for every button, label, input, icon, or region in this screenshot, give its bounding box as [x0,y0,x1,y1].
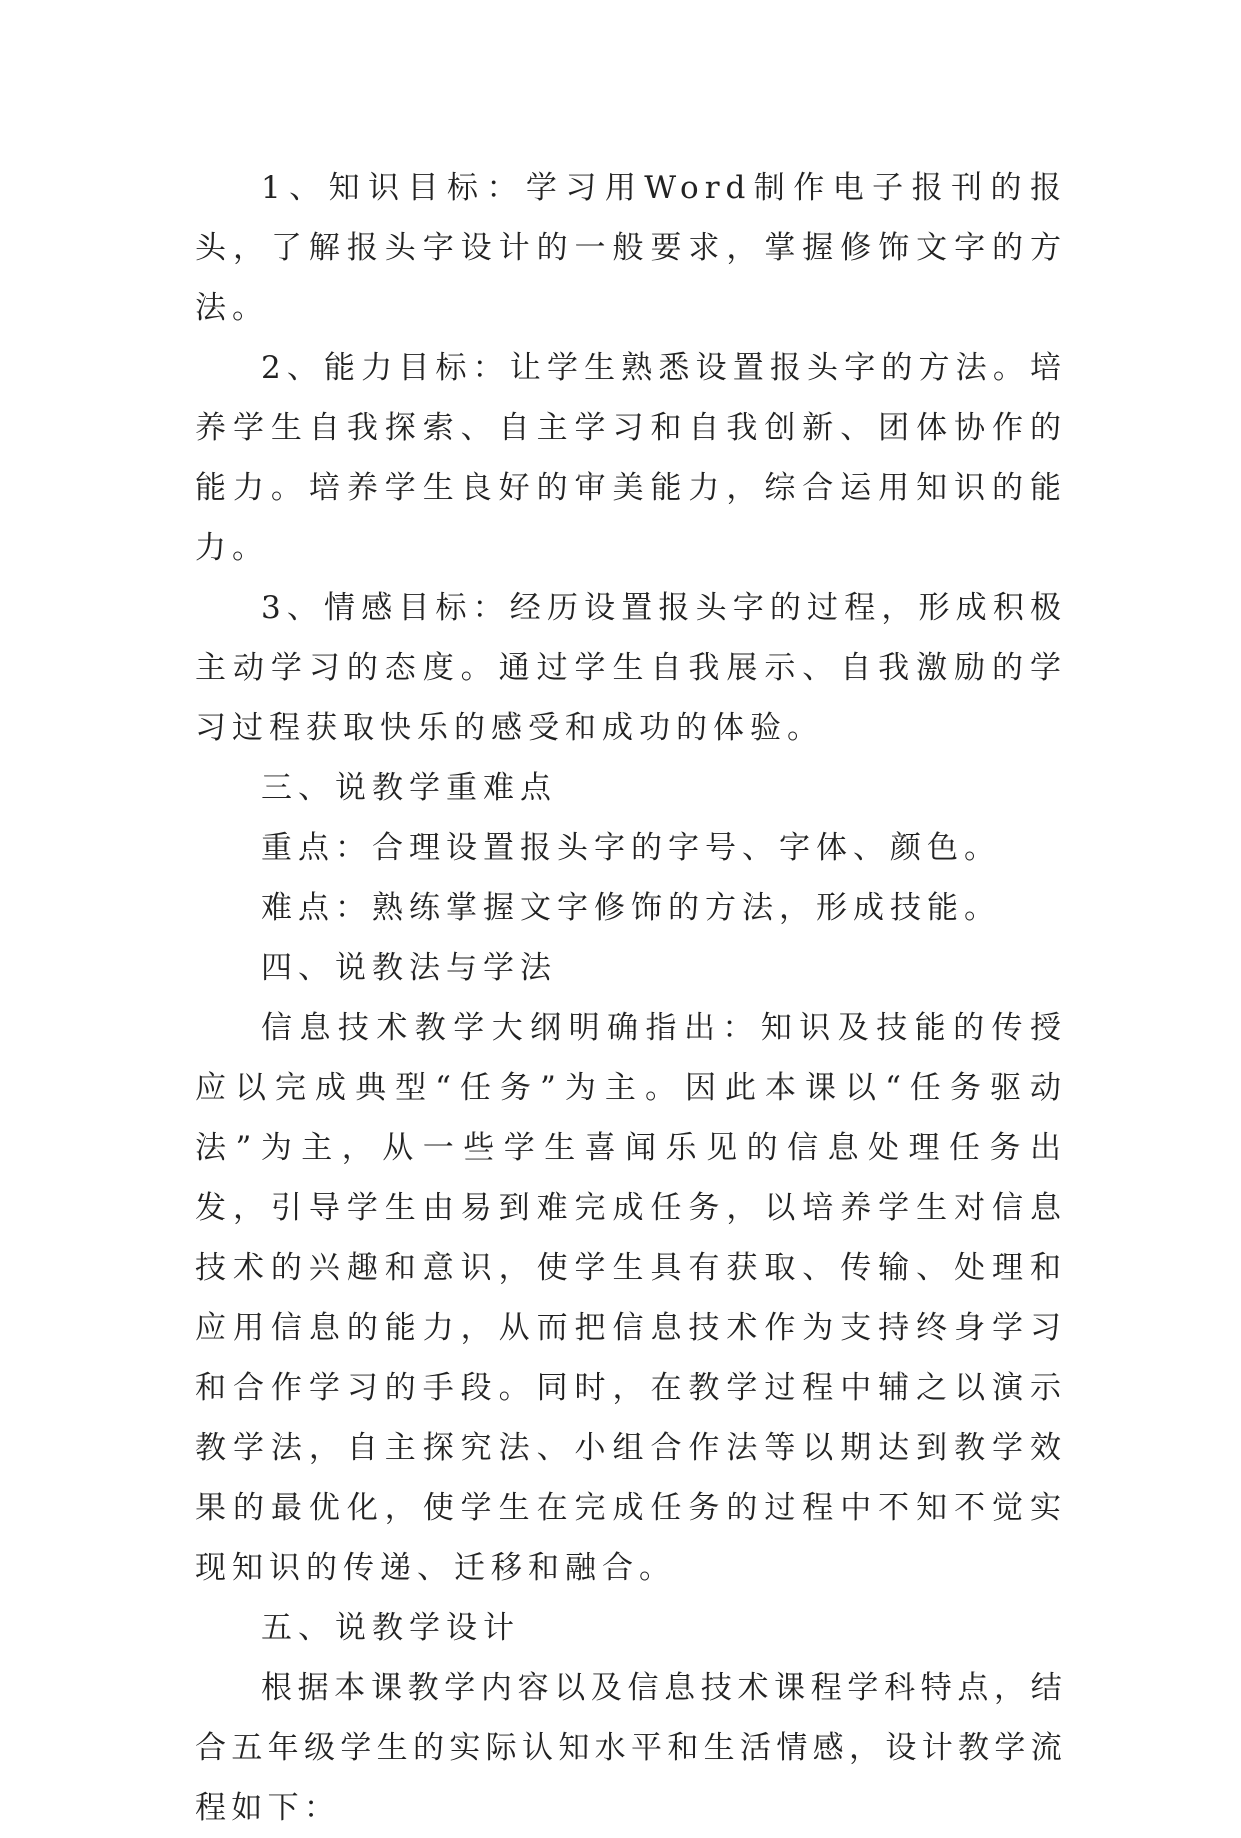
paragraph-key-point: 重点：合理设置报头字的字号、字体、颜色。 [261,830,1001,866]
section-heading-key-points: 三、说教学重难点 [261,770,557,806]
paragraph-ability-goal: 2、能力目标：让学生熟悉设置报头字的方法。培养学生自我探索、自主学习和自我创新、团体协作的能力。培养学生良好的审美能力，综合运用知识的能力。 [195,350,1067,566]
paragraph-design-intro: 根据本课教学内容以及信息技术课程学科特点，结合五年级学生的实际认知水平和生活情感，设计教学流程如下： [195,1670,1067,1826]
section-heading-design: 五、说教学设计 [261,1610,520,1646]
paragraph-knowledge-goal: 1、知识目标：学习用Word制作电子报刊的报头，了解报头字设计的一般要求，掌握修饰文字的方法。 [195,170,1067,326]
section-heading-methods: 四、说教法与学法 [261,950,557,986]
paragraph-teaching-methods: 信息技术教学大纲明确指出：知识及技能的传授应以完成典型“任务”为主。因此本课以“任务驱动法”为主，从一些学生喜闻乐见的信息处理任务出发，引导学生由易到难完成任务，以培养学生对信息技术的兴趣和意识，使学生具有获取、传输、处理和应用信息的能力，从而把信息技术作为支持终身学习和合作学习的手段。同时，在教学过程中辅之以演示教学法，自主探究法、小组合作法等以期达到教学效果的最优化，使学生在完成任务的过程中不知不觉实现知识的传递、迁移和融合。 [195,1010,1067,1586]
paragraph-difficult-point: 难点：熟练掌握文字修饰的方法，形成技能。 [261,890,1001,926]
paragraph-emotion-goal: 3、情感目标：经历设置报头字的过程，形成积极主动学习的态度。通过学生自我展示、自我激励的学习过程获取快乐的感受和成功的体验。 [195,590,1067,746]
document-body [195,158,1067,1838]
